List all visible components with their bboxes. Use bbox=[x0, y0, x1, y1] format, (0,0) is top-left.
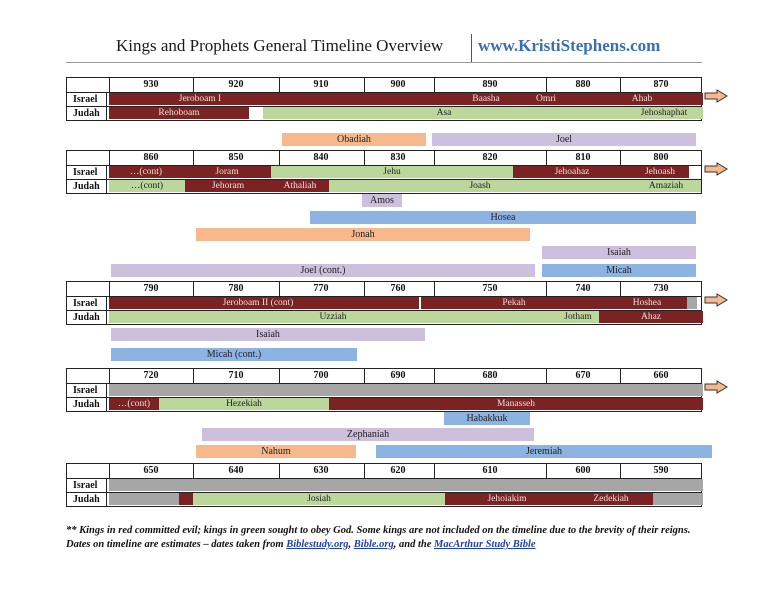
tick-divider bbox=[193, 369, 194, 383]
year-tick: 690 bbox=[390, 370, 406, 381]
tick-divider bbox=[434, 369, 435, 383]
footnote-text: ** Kings in red committed evil; kings in green sought to obey God. Some kings are not included on the timeline due to the brevity of their reigns. Dates on timeline are estimates – dates taken from bbox=[66, 525, 691, 550]
footnote bbox=[66, 524, 706, 552]
tick-divider bbox=[364, 151, 365, 165]
year-tick: 910 bbox=[313, 79, 329, 90]
prophet-bar: Jeremiah bbox=[376, 445, 712, 458]
tick-divider bbox=[279, 151, 280, 165]
tick-divider bbox=[109, 78, 110, 92]
year-tick: 730 bbox=[653, 283, 669, 294]
israel-king-bar: Omri bbox=[511, 93, 581, 105]
tick-divider bbox=[434, 151, 435, 165]
timeline-frame bbox=[66, 281, 702, 325]
israel-king-bar: Jeroboam I bbox=[109, 93, 291, 105]
judah-king-bar: Manasseh bbox=[329, 398, 703, 410]
prophet-bar: Joel (cont.) bbox=[111, 264, 535, 277]
bible-org-link[interactable]: Bible.org bbox=[353, 539, 394, 550]
tick-divider bbox=[279, 369, 280, 383]
prophet-bar: Joel bbox=[432, 133, 696, 146]
year-tick: 700 bbox=[313, 370, 329, 381]
footnote-sep1: , bbox=[348, 539, 354, 550]
continue-arrow-icon bbox=[704, 380, 728, 394]
year-tick: 770 bbox=[313, 283, 329, 294]
judah-king-bar: …(cont) bbox=[109, 180, 185, 192]
israel-king-bar: Joram bbox=[183, 166, 271, 178]
year-tick: 880 bbox=[575, 79, 591, 90]
israel-king-bar: Jehoash bbox=[631, 166, 689, 178]
continue-arrow-icon bbox=[704, 89, 728, 103]
israel-king-bar: Jeroboam II (cont) bbox=[109, 297, 407, 309]
year-tick: 630 bbox=[313, 465, 329, 476]
tick-divider bbox=[109, 369, 110, 383]
israel-filler bbox=[109, 479, 703, 491]
year-tick: 640 bbox=[228, 465, 244, 476]
year-tick: 920 bbox=[228, 79, 244, 90]
row-label-israel: Israel bbox=[67, 166, 107, 179]
year-tick: 810 bbox=[575, 152, 591, 163]
israel-king-bar: Jehu bbox=[271, 166, 513, 178]
tick-divider bbox=[620, 282, 621, 296]
footnote-sep2: , and the bbox=[393, 539, 435, 550]
judah-king-bar: Josiah bbox=[193, 493, 445, 505]
judah-king-bar: Jehoram bbox=[185, 180, 271, 192]
tick-divider bbox=[364, 282, 365, 296]
year-tick: 870 bbox=[653, 79, 669, 90]
macarthur-link[interactable]: MacArthur Study Bible bbox=[434, 539, 536, 550]
tick-divider bbox=[434, 78, 435, 92]
judah-king-bar: Zedekiah bbox=[569, 493, 653, 505]
tick-divider bbox=[620, 78, 621, 92]
year-tick: 930 bbox=[143, 79, 159, 90]
judah-king-bar: Jotham bbox=[557, 311, 599, 323]
israel-filler bbox=[407, 297, 419, 309]
biblestudy-link[interactable]: Biblestudy.org bbox=[286, 539, 349, 550]
year-tick: 790 bbox=[143, 283, 159, 294]
timeline-frame bbox=[66, 77, 702, 121]
israel-king-bar: Baasha bbox=[461, 93, 511, 105]
prophet-bar: Jonah bbox=[196, 228, 530, 241]
year-tick: 590 bbox=[653, 465, 669, 476]
tick-divider bbox=[193, 282, 194, 296]
year-tick: 600 bbox=[575, 465, 591, 476]
prophet-bar: Zephaniah bbox=[202, 428, 534, 441]
row-label-judah: Judah bbox=[67, 493, 107, 506]
row-label-israel: Israel bbox=[67, 479, 107, 492]
year-tick: 620 bbox=[390, 465, 406, 476]
year-tick: 650 bbox=[143, 465, 159, 476]
prophet-bar: Isaiah bbox=[111, 328, 425, 341]
year-tick: 780 bbox=[228, 283, 244, 294]
year-tick: 800 bbox=[653, 152, 669, 163]
year-tick: 890 bbox=[482, 79, 498, 90]
page-title: Kings and Prophets General Timeline Overview bbox=[116, 36, 444, 55]
row-label-judah: Judah bbox=[67, 398, 107, 411]
tick-divider bbox=[193, 151, 194, 165]
year-tick: 760 bbox=[390, 283, 406, 294]
israel-king-bar: Pekah bbox=[421, 297, 607, 309]
judah-king-bar: Amaziah bbox=[631, 180, 701, 192]
tick-divider bbox=[109, 282, 110, 296]
tick-divider bbox=[364, 464, 365, 478]
row-label-judah: Judah bbox=[67, 107, 107, 120]
judah-king-bar: Rehoboam bbox=[109, 107, 249, 119]
prophet-bar: Micah bbox=[542, 264, 696, 277]
tick-divider bbox=[620, 151, 621, 165]
year-tick: 830 bbox=[390, 152, 406, 163]
tick-divider bbox=[546, 464, 547, 478]
year-tick: 680 bbox=[482, 370, 498, 381]
tick-divider bbox=[109, 151, 110, 165]
year-tick: 670 bbox=[575, 370, 591, 381]
year-tick: 860 bbox=[143, 152, 159, 163]
prophet-bar: Amos bbox=[362, 194, 402, 207]
year-tick: 710 bbox=[228, 370, 244, 381]
judah-filler bbox=[179, 493, 193, 505]
year-tick: 720 bbox=[143, 370, 159, 381]
judah-filler bbox=[653, 493, 703, 505]
year-tick: 660 bbox=[653, 370, 669, 381]
continue-arrow-icon bbox=[704, 162, 728, 176]
row-label-israel: Israel bbox=[67, 384, 107, 397]
israel-filler bbox=[291, 93, 461, 105]
israel-king-bar: Ahab bbox=[581, 93, 703, 105]
tick-divider bbox=[193, 464, 194, 478]
israel-filler bbox=[109, 384, 703, 396]
tick-divider bbox=[364, 369, 365, 383]
year-tick: 840 bbox=[313, 152, 329, 163]
prophet-bar: Hosea bbox=[310, 211, 696, 224]
prophet-bar: Nahum bbox=[196, 445, 356, 458]
timeline-frame bbox=[66, 150, 702, 194]
tick-divider bbox=[109, 464, 110, 478]
timeline-frame bbox=[66, 368, 702, 412]
prophet-bar: Habakkuk bbox=[444, 412, 530, 425]
judah-king-bar: Uzziah bbox=[109, 311, 557, 323]
continue-arrow-icon bbox=[704, 293, 728, 307]
judah-king-bar: Jehoiakim bbox=[445, 493, 569, 505]
judah-filler bbox=[109, 493, 179, 505]
israel-king-bar: …(cont) bbox=[109, 166, 183, 178]
tick-divider bbox=[279, 78, 280, 92]
tick-divider bbox=[279, 282, 280, 296]
tick-divider bbox=[434, 464, 435, 478]
tick-divider bbox=[546, 151, 547, 165]
prophet-bar: Isaiah bbox=[542, 246, 696, 259]
row-label-judah: Judah bbox=[67, 180, 107, 193]
header-rule bbox=[66, 62, 702, 63]
judah-king-bar: Athaliah bbox=[271, 180, 329, 192]
tick-divider bbox=[193, 78, 194, 92]
year-tick: 750 bbox=[482, 283, 498, 294]
year-tick: 820 bbox=[482, 152, 498, 163]
year-tick: 850 bbox=[228, 152, 244, 163]
tick-divider bbox=[364, 78, 365, 92]
tick-divider bbox=[546, 369, 547, 383]
tick-divider bbox=[279, 464, 280, 478]
row-label-israel: Israel bbox=[67, 297, 107, 310]
row-label-israel: Israel bbox=[67, 93, 107, 106]
israel-king-bar: Hoshea bbox=[607, 297, 687, 309]
judah-king-bar: …(cont) bbox=[109, 398, 159, 410]
israel-filler bbox=[687, 297, 697, 309]
tick-divider bbox=[620, 369, 621, 383]
judah-king-bar: Asa bbox=[263, 107, 625, 119]
site-link[interactable]: www.KristiStephens.com bbox=[478, 36, 661, 55]
israel-king-bar: Jehoahaz bbox=[513, 166, 631, 178]
judah-king-bar: Hezekiah bbox=[159, 398, 329, 410]
header bbox=[0, 0, 768, 70]
judah-king-bar: Ahaz bbox=[599, 311, 703, 323]
year-tick: 900 bbox=[390, 79, 406, 90]
tick-divider bbox=[546, 282, 547, 296]
tick-divider bbox=[434, 282, 435, 296]
title-divider bbox=[471, 34, 472, 62]
judah-king-bar: Joash bbox=[329, 180, 631, 192]
prophet-bar: Micah (cont.) bbox=[111, 348, 357, 361]
tick-divider bbox=[620, 464, 621, 478]
row-label-judah: Judah bbox=[67, 311, 107, 324]
timeline-frame bbox=[66, 463, 702, 507]
prophet-bar: Obadiah bbox=[282, 133, 426, 146]
judah-filler bbox=[249, 107, 263, 119]
tick-divider bbox=[546, 78, 547, 92]
judah-king-bar: Jehoshaphat bbox=[625, 107, 703, 119]
year-tick: 740 bbox=[575, 283, 591, 294]
year-tick: 610 bbox=[482, 465, 498, 476]
